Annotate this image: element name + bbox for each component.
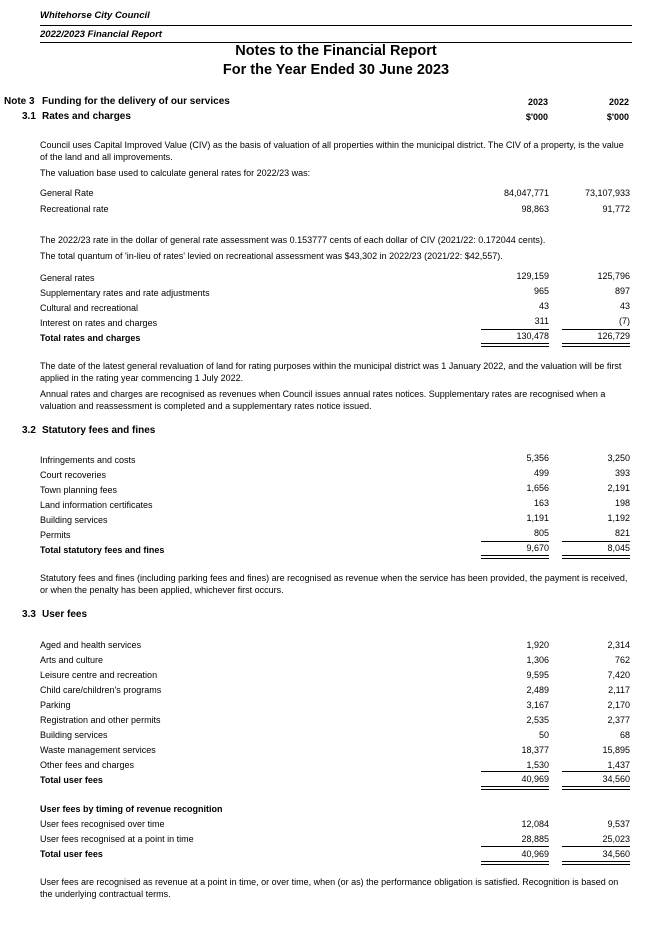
- row-label: Registration and other permits: [40, 715, 161, 725]
- value-2022: (7): [619, 316, 630, 326]
- row-label: Other fees and charges: [40, 760, 135, 770]
- subtotal-rule: [562, 771, 630, 772]
- value-2022: 2,117: [608, 685, 630, 695]
- value-2023: 18,377: [521, 745, 549, 755]
- total-rule: [481, 861, 549, 865]
- value-2022: 821: [614, 528, 630, 538]
- paragraph: The total quantum of 'in-lieu of rates' levied on recreational assessment was $43,302 in 2022/23 (2021/22: $42,557).: [40, 251, 503, 261]
- total-2023: 130,478: [516, 331, 549, 341]
- total-rule: [481, 786, 549, 790]
- value-2023: 84,047,771: [503, 188, 549, 198]
- value-2022: 762: [614, 655, 630, 665]
- row-label: Interest on rates and charges: [40, 318, 158, 328]
- value-2022: 73,107,933: [584, 188, 630, 198]
- section-number: 3.2: [22, 425, 36, 436]
- row-label: General rates: [40, 273, 95, 283]
- value-2022: 125,796: [597, 271, 630, 281]
- value-2023: 163: [533, 498, 549, 508]
- total-2023: 40,969: [521, 849, 549, 859]
- total-label: Total rates and charges: [40, 333, 141, 343]
- total-2023: 40,969: [521, 774, 549, 784]
- section-number: 3.3: [22, 609, 36, 620]
- total-2023: 9,670: [526, 543, 549, 553]
- page-title: Notes to the Financial Report: [235, 43, 437, 59]
- total-2022: 34,560: [602, 774, 630, 784]
- row-label: Supplementary rates and rate adjustments: [40, 288, 210, 298]
- value-2022: 1,192: [607, 513, 630, 523]
- total-rule: [562, 786, 630, 790]
- row-label: Arts and culture: [40, 655, 104, 665]
- subtotal-rule: [562, 846, 630, 847]
- paragraph: The valuation base used to calculate general rates for 2022/23 was:: [40, 168, 311, 178]
- row-label: User fees recognised at a point in time: [40, 834, 194, 844]
- value-2023: 1,306: [526, 655, 549, 665]
- value-2022: 9,537: [607, 819, 630, 829]
- total-rule: [562, 861, 630, 865]
- total-rule: [481, 343, 549, 347]
- total-rule: [562, 555, 630, 559]
- section-heading: User fees: [42, 609, 88, 620]
- paragraph: The 2022/23 rate in the dollar of general rate assessment was 0.153777 cents of each dollar of CIV (2021/22: 0.172044 cents).: [40, 235, 546, 245]
- total-rule: [481, 555, 549, 559]
- value-2022: 897: [614, 286, 630, 296]
- row-label: Building services: [40, 730, 108, 740]
- total-label: Total user fees: [40, 849, 103, 859]
- column-unit-2022: $'000: [606, 112, 629, 122]
- value-2023: 311: [534, 316, 549, 326]
- value-2023: 5,356: [526, 453, 549, 463]
- row-label: Infringements and costs: [40, 455, 136, 465]
- value-2023: 43: [538, 301, 549, 311]
- subtotal-rule: [481, 771, 549, 772]
- page-subtitle: For the Year Ended 30 June 2023: [222, 62, 450, 78]
- subtotal-rule: [481, 329, 549, 330]
- total-label: Total statutory fees and fines: [40, 545, 165, 555]
- value-2023: 9,595: [526, 670, 549, 680]
- subtotal-rule: [562, 541, 630, 542]
- value-2023: 50: [538, 730, 549, 740]
- value-2022: 7,420: [607, 670, 630, 680]
- row-label: Child care/children's programs: [40, 685, 162, 695]
- paragraph: Council uses Capital Improved Value (CIV) as the basis of valuation of all properties within the municipal district. The CIV of a property, is the value of the land and all improvements.: [40, 140, 624, 162]
- subtotal-rule: [481, 846, 549, 847]
- value-2022: 91,772: [602, 204, 630, 214]
- row-label: Waste management services: [40, 745, 156, 755]
- value-2023: 2,535: [526, 715, 549, 725]
- value-2023: 1,191: [526, 513, 549, 523]
- value-2022: 68: [619, 730, 630, 740]
- note-number: Note 3: [4, 96, 35, 107]
- value-2023: 1,920: [526, 640, 549, 650]
- paragraph: Statutory fees and fines (including parking fees and fines) are recognised as revenue when the service has been provided, the payment is received, or when the penalty has been applied, whichever first occurs.: [40, 573, 628, 595]
- value-2022: 43: [619, 301, 630, 311]
- row-label: Building services: [40, 515, 108, 525]
- row-label: Leisure centre and recreation: [40, 670, 158, 680]
- paragraph: User fees are recognised as revenue at a point in time, or over time, when (or as) the performance obligation is satisfied. Recognition is based on the underlying contractual terms.: [40, 877, 619, 899]
- column-year-2023: 2023: [527, 97, 548, 107]
- value-2023: 98,863: [521, 204, 549, 214]
- value-2022: 3,250: [607, 453, 630, 463]
- row-label: Recreational rate: [40, 204, 109, 214]
- note-heading: Funding for the delivery of our services: [42, 96, 230, 107]
- row-label: Aged and health services: [40, 640, 142, 650]
- subtotal-rule: [481, 541, 549, 542]
- value-2022: 15,895: [602, 745, 630, 755]
- total-2022: 34,560: [602, 849, 630, 859]
- value-2022: 25,023: [602, 834, 630, 844]
- section-heading: Rates and charges: [42, 111, 131, 122]
- subtotal-rule: [562, 329, 630, 330]
- total-rule: [562, 343, 630, 347]
- value-2023: 12,084: [521, 819, 549, 829]
- row-label: Land information certificates: [40, 500, 153, 510]
- value-2023: 1,530: [526, 760, 549, 770]
- row-label: Permits: [40, 530, 71, 540]
- value-2022: 2,170: [607, 700, 630, 710]
- report-name: 2022/2023 Financial Report: [40, 29, 162, 40]
- total-label: Total user fees: [40, 775, 103, 785]
- row-label: General Rate: [40, 188, 94, 198]
- organisation-name: Whitehorse City Council: [40, 10, 150, 21]
- header-rule: [40, 25, 632, 26]
- total-2022: 126,729: [597, 331, 630, 341]
- value-2023: 3,167: [526, 700, 549, 710]
- column-year-2022: 2022: [608, 97, 629, 107]
- value-2023: 28,885: [521, 834, 549, 844]
- value-2022: 1,437: [607, 760, 630, 770]
- row-label: Parking: [40, 700, 71, 710]
- value-2022: 393: [614, 468, 630, 478]
- row-label: Town planning fees: [40, 485, 118, 495]
- value-2023: 2,489: [526, 685, 549, 695]
- value-2023: 499: [533, 468, 549, 478]
- value-2023: 1,656: [526, 483, 549, 493]
- value-2023: 965: [533, 286, 549, 296]
- row-label: User fees recognised over time: [40, 819, 165, 829]
- section-number: 3.1: [22, 111, 36, 122]
- row-label: Court recoveries: [40, 470, 107, 480]
- total-2022: 8,045: [607, 543, 630, 553]
- column-unit-2023: $'000: [525, 112, 548, 122]
- value-2023: 805: [533, 528, 549, 538]
- row-label: Cultural and recreational: [40, 303, 139, 313]
- section-heading: Statutory fees and fines: [42, 425, 156, 436]
- paragraph: Annual rates and charges are recognised as revenues when Council issues annual rates notices. Supplementary rates are recognised when a valuation and reassessment is completed and a supplementary rates notice issued.: [40, 389, 606, 411]
- subheading: User fees by timing of revenue recognition: [40, 804, 223, 814]
- value-2022: 198: [614, 498, 630, 508]
- value-2022: 2,191: [607, 483, 630, 493]
- value-2022: 2,377: [607, 715, 630, 725]
- value-2023: 129,159: [516, 271, 549, 281]
- paragraph: The date of the latest general revaluation of land for rating purposes within the municipal district was 1 January 2022, and the valuation will be first applied in the rating year commencing 1 July 2022.: [40, 361, 622, 383]
- value-2022: 2,314: [607, 640, 630, 650]
